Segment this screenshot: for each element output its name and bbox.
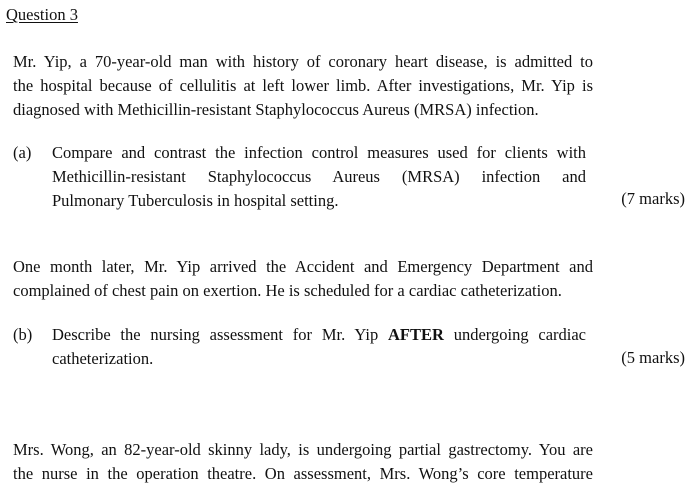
case-intro-paragraph: [13, 50, 593, 122]
part-b-text-before: Describe the nursing assessment for Mr. Yip: [52, 325, 379, 344]
followup-line: complained of chest pain on exertion. He is scheduled for a cardiac catheterization.: [13, 281, 562, 300]
question-heading: Question 3: [6, 5, 78, 24]
intro-line: diagnosed with Methicillin-resistant Staphylococcus Aureus (MRSA) infection.: [13, 100, 539, 119]
part-b-marks: (5 marks): [621, 348, 685, 367]
part-b-text: [52, 323, 586, 371]
next-case-line: Mrs. Wong, an 82-year-old skinny lady, is undergoing partial gastrectomy. You are: [13, 440, 593, 459]
next-case-paragraph: [13, 438, 593, 486]
part-a-label: (a): [13, 143, 32, 162]
part-b-line-1: [52, 323, 586, 347]
intro-line: the hospital because of cellulitis at left lower limb. After investigations, Mr. Yip is: [13, 76, 593, 95]
part-b-emphasis: AFTER: [388, 325, 444, 344]
part-a-line: Pulmonary Tuberculosis in hospital setting.: [52, 191, 339, 210]
part-a-marks: (7 marks): [621, 189, 685, 208]
next-case-line: the nurse in the operation theatre. On assessment, Mrs. Wong’s core temperature: [13, 464, 593, 483]
part-b-label: (b): [13, 325, 33, 344]
part-a-line: Compare and contrast the infection control measures used for clients with: [52, 143, 586, 162]
intro-line: Mr. Yip, a 70-year-old man with history of coronary heart disease, is admitted to: [13, 52, 593, 71]
followup-paragraph: [13, 255, 593, 303]
part-a-line: Methicillin-resistant Staphylococcus Aureus (MRSA) infection and: [52, 167, 586, 186]
part-b-text-after: undergoing cardiac: [453, 325, 587, 344]
part-b-line-2: catheterization.: [52, 349, 154, 368]
followup-line: One month later, Mr. Yip arrived the Accident and Emergency Department and: [13, 257, 593, 276]
part-a-text: [52, 141, 586, 213]
